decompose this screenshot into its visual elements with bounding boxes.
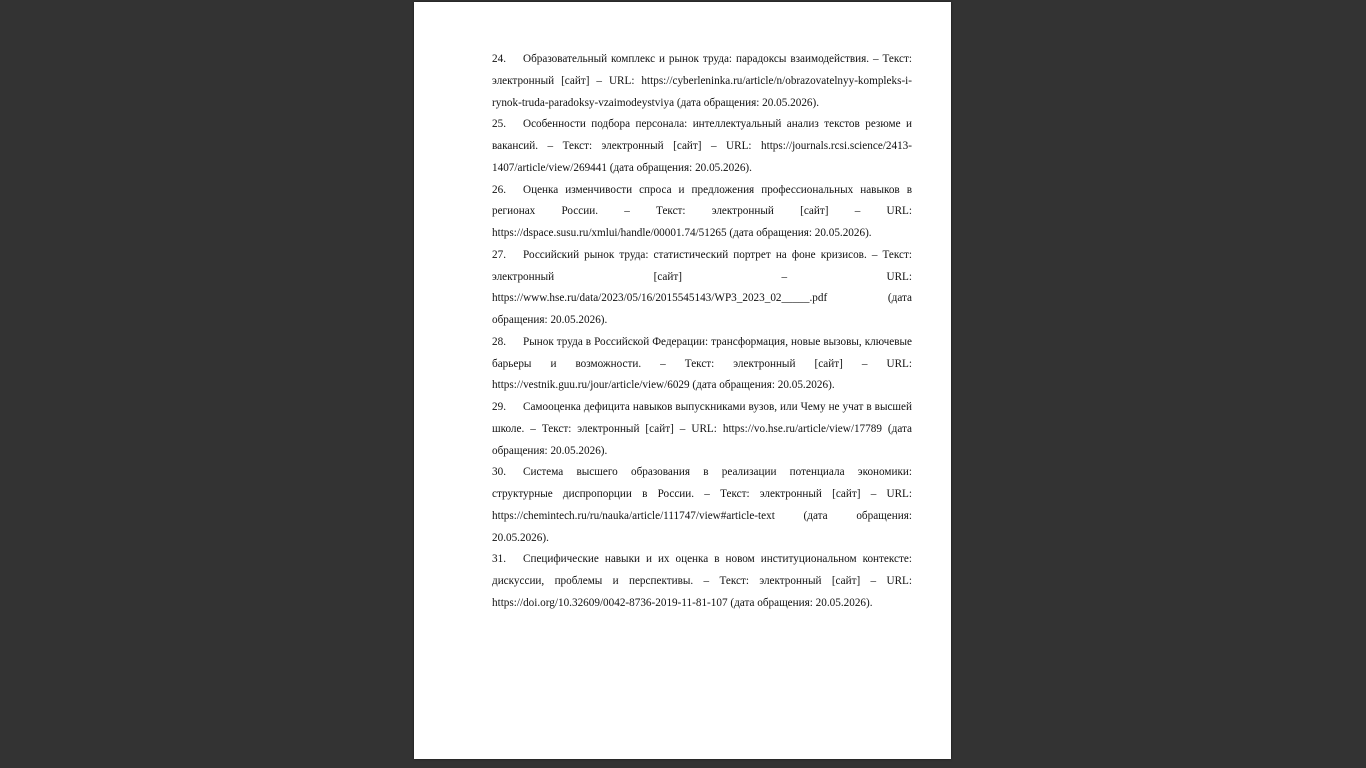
- reference-item: [492, 397, 912, 462]
- reference-number: 28.: [492, 335, 506, 348]
- reference-number: 24.: [492, 53, 506, 65]
- reference-item: [492, 245, 912, 332]
- reference-text: Российский рынок труда: статистический портрет на фоне кризисов. – Текст: электронный [сайт] – URL: https://www.hse.ru/data/2023/05/16/2015545143/WP3_2023_02_____.pdf (дата обращения: 20.05.2026).: [492, 248, 912, 326]
- reference-number: 27.: [492, 248, 506, 261]
- reference-item: [492, 49, 912, 114]
- reference-item: [492, 114, 912, 179]
- reference-number: 25.: [492, 118, 506, 131]
- document-page: [414, 2, 951, 759]
- reference-item: [492, 332, 912, 397]
- reference-text: Рынок труда в Российской Федерации: трансформация, новые вызовы, ключевые барьеры и возможности. – Текст: электронный [сайт] – URL: https://vestnik.guu.ru/jour/article/view/6029 (дата обращения: 20.05.2026).: [492, 335, 912, 392]
- reference-text: Система высшего образования в реализации потенциала экономики: структурные диспропорции в России. – Текст: электронный [сайт] – URL: https://chemintech.ru/ru/nauka/article/111747/view#article-text (дата обращения: 20.05.2026).: [492, 466, 912, 544]
- reference-text: Самооценка дефицита навыков выпускниками вузов, или Чему не учат в высшей школе. – Текст: электронный [сайт] – URL: https://vo.hse.ru/article/view/17789 (дата обращения: 20.05.2026).: [492, 401, 912, 457]
- reference-item: [492, 462, 912, 549]
- reference-text: Образовательный комплекс и рынок труда: парадоксы взаимодействия. – Текст: электронный [сайт] – URL: https://cyberleninka.ru/article/n/obrazovatelnyy-kompleks-i-rynok-truda-paradoksy-vzaimodeystviya (дата обращения: 20.05.2026).: [492, 53, 912, 109]
- reference-number: 29.: [492, 401, 506, 413]
- reference-number: 26.: [492, 183, 506, 196]
- reference-number: 30.: [492, 466, 506, 479]
- reference-text: Особенности подбора персонала: интеллектуальный анализ текстов резюме и вакансий. – Текст: электронный [сайт] – URL: https://journals.rcsi.science/2413-1407/article/view/269441 (дата обращения: 20.05.2026).: [492, 118, 912, 174]
- reference-list: [492, 49, 912, 615]
- reference-item: [492, 180, 912, 245]
- reference-text: Оценка изменчивости спроса и предложения профессиональных навыков в регионах России. – Текст: электронный [сайт] – URL: https://dspace.susu.ru/xmlui/handle/00001.74/51265 (дата обращения: 20.05.2026).: [492, 183, 912, 239]
- reference-number: 31.: [492, 553, 506, 566]
- reference-item: [492, 549, 912, 614]
- reference-text: Специфические навыки и их оценка в новом институциональном контексте: дискуссии, проблемы и перспективы. – Текст: электронный [сайт] – URL: https://doi.org/10.32609/0042-8736-2019-11-81-107 (дата обращения: 20.05.2026).: [492, 553, 912, 609]
